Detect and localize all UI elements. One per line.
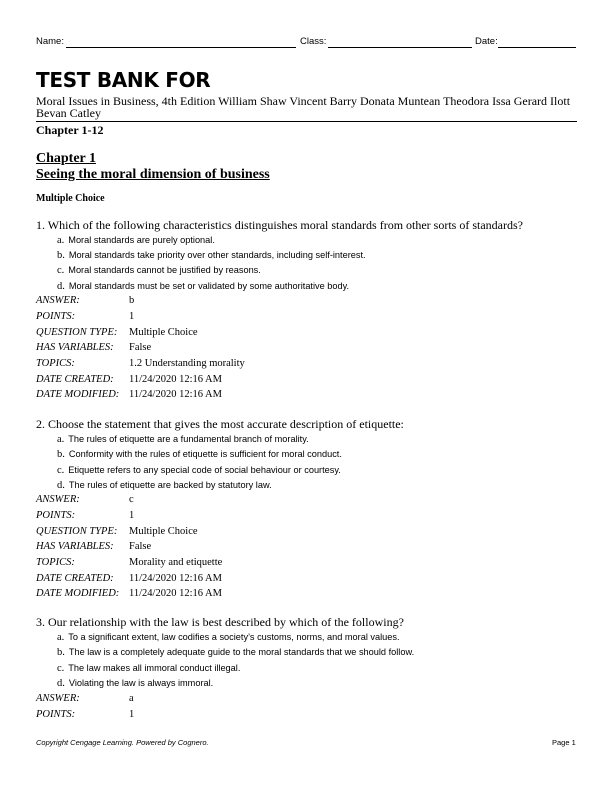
date-label: Date: [475,36,498,47]
question-1-option-c: c. Moral standards cannot be justified by reasons. [57,265,261,276]
doc-title: TEST BANK FOR [36,68,211,92]
student-info-header [36,36,576,50]
question-3-option-d: d. Violating the law is always immoral. [57,678,214,689]
name-label: Name: [36,36,64,47]
question-2-option-a: a. The rules of etiquette are a fundamental branch of morality. [57,434,309,445]
class-field[interactable] [328,47,472,48]
question-2-option-b: b. Conformity with the rules of etiquette is sufficient for moral conduct. [57,449,342,460]
question-2-text: 2. Choose the statement that gives the most accurate description of etiquette: [36,417,404,431]
question-2-option-c: c. Etiquette refers to any special code of social behaviour or courtesy. [57,465,341,476]
question-1-text: 1. Which of the following characteristics distinguishes moral standards from other sorts of standards? [36,218,523,232]
title-divider [36,121,577,122]
question-1-option-a: a. Moral standards are purely optional. [57,235,215,246]
doc-subtitle [36,95,576,119]
question-3-option-c: c. The law makes all immoral conduct illegal. [57,663,241,674]
question-1-option-b: b. Moral standards take priority over other standards, including self-interest. [57,250,366,261]
section-heading: Multiple Choice [36,193,105,204]
chapter-name: Seeing the moral dimension of business [36,167,270,182]
class-label: Class: [300,36,327,47]
question-3-text: 3. Our relationship with the law is best described by which of the following? [36,615,404,629]
question-2-option-d: d. The rules of etiquette are backed by statutory law. [57,480,272,491]
footer-copyright: Copyright Cengage Learning. Powered by Cognero. [36,738,209,747]
subtitle-line-2: Bevan Catley [36,106,101,120]
chapter-range: Chapter 1-12 [36,123,104,137]
footer-page-number: Page 1 [552,738,576,747]
date-field[interactable] [498,47,576,48]
subtitle-line-1: Moral Issues in Business, 4th Edition William Shaw Vincent Barry Donata Muntean Theodora Issa Gerard Ilott [36,94,571,108]
question-3-option-b: b. The law is a completely adequate guide to the moral standards that we should follow. [57,647,415,658]
name-field[interactable] [66,47,296,48]
question-3-option-a: a. To a significant extent, law codifies a society’s customs, norms, and moral values. [57,632,400,643]
chapter-number: Chapter 1 [36,151,97,166]
question-1-option-d: d. Moral standards must be set or validated by some authoritative body. [57,281,350,292]
